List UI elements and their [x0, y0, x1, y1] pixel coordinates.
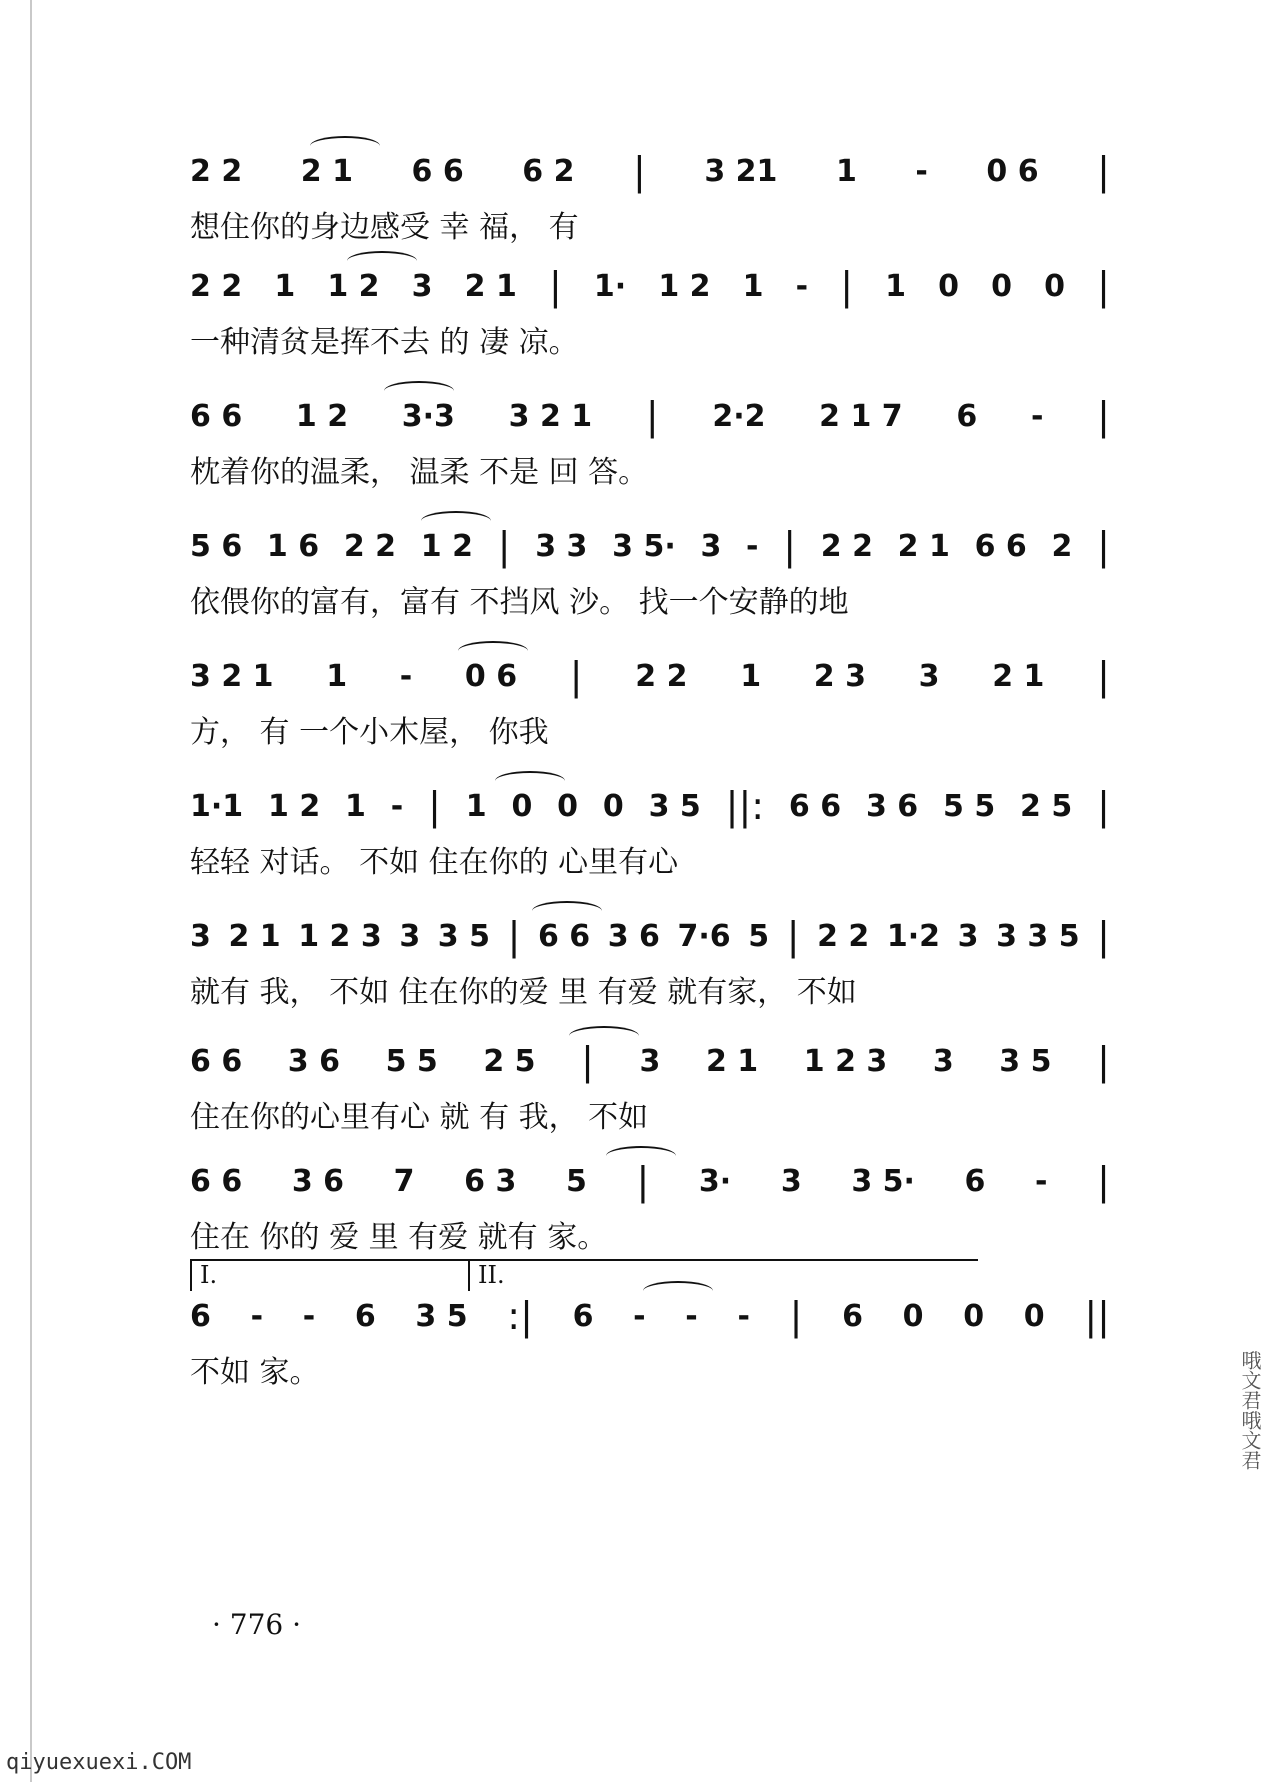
- note-group: 7·6: [677, 918, 731, 954]
- note-group: -: [795, 268, 809, 304]
- note-group: 0 6: [464, 658, 518, 694]
- lyrics-line: 不如 家。: [190, 1355, 320, 1390]
- note-group: 5 5: [385, 1043, 438, 1079]
- note-group: -: [1030, 398, 1044, 434]
- lyrics-line: 住在 你的 爱 里 有爱 就有 家。: [190, 1220, 608, 1255]
- note-group: 2 2: [190, 153, 243, 189]
- note-group: 3 5·: [612, 528, 676, 564]
- barline: |: [548, 264, 562, 308]
- slur-arc: [643, 1281, 713, 1301]
- barline: |: [636, 1159, 650, 1203]
- note-group: 3: [957, 918, 979, 954]
- note-group: 5: [565, 1163, 587, 1199]
- note-group: 3 5: [648, 788, 701, 824]
- note-group: 1·1: [190, 788, 244, 824]
- note-group: -: [915, 153, 928, 189]
- note-group: 0 6: [986, 153, 1039, 189]
- side-note: 哦文君哦文君: [1238, 1350, 1262, 1470]
- lyrics-line: 枕着你的温柔， 温柔 不是 回 答。: [190, 455, 649, 490]
- note-group: 1 6: [266, 528, 320, 564]
- note-group: 1·2: [886, 918, 941, 954]
- notation-line: [190, 785, 1110, 827]
- note-group: -: [250, 1298, 264, 1334]
- barline: |: [645, 394, 659, 438]
- note-group: 2 1 7: [819, 398, 903, 434]
- barline: |: [1097, 654, 1110, 698]
- note-group: 2 2: [343, 528, 397, 564]
- barline: |: [783, 524, 797, 568]
- lyrics-line: 就有 我， 不如 住在你的爱 里 有爱 就有家， 不如: [190, 975, 857, 1010]
- note-group: 2 1: [464, 268, 517, 304]
- note-group: 3: [399, 918, 421, 954]
- barline: |: [1097, 1159, 1110, 1203]
- note-group: 3 5: [415, 1298, 468, 1334]
- note-group: 3 5: [999, 1043, 1052, 1079]
- slur-arc: [495, 771, 565, 791]
- slur-arc: [310, 136, 380, 156]
- notation-line: [190, 1160, 1110, 1202]
- binding-line: [30, 0, 32, 1782]
- note-group: 6 6: [190, 398, 243, 434]
- note-group: 3: [932, 1043, 954, 1079]
- note-group: -: [737, 1298, 750, 1334]
- note-group: 5: [748, 918, 770, 954]
- slur-arc: [384, 381, 454, 401]
- barline: |: [507, 914, 521, 958]
- barline: |: [840, 264, 854, 308]
- note-group: 0: [938, 268, 960, 304]
- note-group: -: [685, 1298, 698, 1334]
- note-group: 3 6: [607, 918, 660, 954]
- note-group: -: [1035, 1163, 1048, 1199]
- note-group: 6: [842, 1298, 863, 1334]
- note-group: 3 3: [535, 528, 588, 564]
- note-group: 3: [918, 658, 940, 694]
- note-group: 2 1: [228, 918, 281, 954]
- notation-line: [190, 915, 1110, 957]
- note-group: 1: [465, 788, 487, 824]
- slur-arc: [421, 511, 491, 531]
- notation-line: [190, 1040, 1110, 1082]
- barline: |: [497, 524, 511, 568]
- note-group: 2 2: [635, 658, 688, 694]
- note-group: 3·: [698, 1163, 732, 1199]
- note-group: 6 6: [190, 1043, 243, 1079]
- page-number: · 776 ·: [212, 1608, 302, 1641]
- note-group: 6 6: [537, 918, 591, 954]
- note-group: 2 5: [1020, 788, 1073, 824]
- note-group: 2·2: [712, 398, 766, 434]
- lyrics-line: 住在你的心里有心 就 有 我， 不如: [190, 1100, 649, 1135]
- watermark: qiyuexuexi.COM: [6, 1750, 192, 1775]
- notation-line: [190, 265, 1110, 307]
- note-group: 0: [991, 268, 1013, 304]
- note-group: 3: [700, 528, 722, 564]
- barline: :|: [507, 1294, 533, 1338]
- lyrics-line: 方， 有 一个小木屋， 你我: [190, 715, 549, 750]
- note-group: 3 6: [865, 788, 919, 824]
- note-group: 0: [1023, 1298, 1045, 1334]
- note-group: 6: [190, 1298, 211, 1334]
- note-group: 3 5·: [851, 1163, 915, 1199]
- note-group: 0: [963, 1298, 985, 1334]
- notation-line: [190, 655, 1110, 697]
- note-group: 1 2 3: [803, 1043, 888, 1079]
- note-group: 2 1: [705, 1043, 759, 1079]
- barline: |: [1097, 914, 1110, 958]
- note-group: 3 6: [287, 1043, 340, 1079]
- second-ending: II.: [468, 1259, 978, 1291]
- note-group: 6 3: [464, 1163, 517, 1199]
- slur-arc: [458, 641, 528, 661]
- note-group: 6 6: [411, 153, 464, 189]
- note-group: 5 5: [943, 788, 996, 824]
- note-group: 1: [326, 658, 348, 694]
- note-group: 0: [1044, 268, 1066, 304]
- note-group: 1 2: [327, 268, 380, 304]
- barline: |: [1097, 784, 1110, 828]
- note-group: 3 5: [437, 918, 490, 954]
- barline: |: [1097, 524, 1110, 568]
- note-group: 6 6: [190, 1163, 243, 1199]
- first-ending: I.: [190, 1259, 470, 1291]
- barline: ||:: [725, 784, 765, 828]
- note-group: -: [399, 658, 413, 694]
- slur-arc: [347, 251, 417, 271]
- note-group: 1: [835, 153, 857, 189]
- note-group: 6: [964, 1163, 986, 1199]
- note-group: 2 3: [813, 658, 866, 694]
- note-group: -: [746, 528, 759, 564]
- lyrics-line: 轻轻 对话。 不如 住在你的 心里有心: [190, 845, 679, 880]
- note-group: 1: [740, 658, 762, 694]
- note-group: 3 21: [704, 153, 778, 189]
- barline: |: [1097, 1039, 1110, 1083]
- note-group: -: [633, 1298, 646, 1334]
- slur-arc: [569, 1026, 639, 1046]
- note-group: 1 2: [295, 398, 349, 434]
- note-group: 1·: [593, 268, 627, 304]
- note-group: 3 6: [291, 1163, 345, 1199]
- note-group: 3·3: [401, 398, 455, 434]
- note-group: 1: [274, 268, 296, 304]
- lyrics-line: 依偎你的富有，富有 不挡风 沙。 找一个安静的地: [190, 585, 849, 620]
- note-group: 6 6: [788, 788, 842, 824]
- note-group: 5 6: [190, 528, 243, 564]
- note-group: 3: [780, 1163, 802, 1199]
- note-group: 6: [572, 1298, 594, 1334]
- note-group: 0: [511, 788, 533, 824]
- note-group: 0: [557, 788, 579, 824]
- note-group: 1 2: [658, 268, 711, 304]
- note-group: -: [390, 788, 404, 824]
- note-group: -: [302, 1298, 316, 1334]
- note-group: 2: [1051, 528, 1073, 564]
- barline: |: [633, 149, 646, 193]
- lyrics-line: 想住你的身边感受 幸 福， 有: [190, 210, 579, 245]
- barline: |: [1097, 149, 1110, 193]
- barline: |: [1097, 394, 1110, 438]
- note-group: 7: [393, 1163, 415, 1199]
- note-group: 1: [742, 268, 764, 304]
- note-group: 3 2 1: [508, 398, 593, 434]
- note-group: 1 2: [268, 788, 321, 824]
- note-group: 1: [345, 788, 366, 824]
- note-group: 6: [354, 1298, 376, 1334]
- note-group: 2 2: [817, 918, 870, 954]
- barline: |: [569, 654, 583, 698]
- note-group: 2 2: [820, 528, 873, 564]
- note-group: 2 5: [483, 1043, 536, 1079]
- barline: |: [1097, 264, 1110, 308]
- barline: ||: [1084, 1294, 1110, 1338]
- note-group: 6 2: [522, 153, 575, 189]
- lyrics-line: 一种清贫是挥不去 的 凄 凉。: [190, 325, 579, 360]
- note-group: 3 2 1: [190, 658, 274, 694]
- note-group: 2 1: [992, 658, 1045, 694]
- note-group: 0: [602, 788, 624, 824]
- notation-line: [190, 395, 1110, 437]
- note-group: 6: [956, 398, 978, 434]
- note-group: 3: [411, 268, 433, 304]
- note-group: 1 2 3: [298, 918, 382, 954]
- note-group: 0: [902, 1298, 924, 1334]
- note-group: 6 6: [974, 528, 1027, 564]
- note-group: 1: [885, 268, 907, 304]
- barline: |: [428, 784, 441, 828]
- note-group: 3: [190, 918, 211, 954]
- barline: |: [581, 1039, 594, 1083]
- note-group: 3: [639, 1043, 661, 1079]
- notation-line: [190, 150, 1110, 192]
- note-group: 2 2: [190, 268, 243, 304]
- slur-arc: [606, 1146, 676, 1166]
- note-group: 2 1: [300, 153, 353, 189]
- barline: |: [789, 1294, 803, 1338]
- barline: |: [786, 914, 800, 958]
- notation-line: [190, 525, 1110, 567]
- note-group: 1 2: [420, 528, 473, 564]
- note-group: 3 3 5: [996, 918, 1080, 954]
- notation-line: [190, 1295, 1110, 1337]
- slur-arc: [532, 901, 602, 921]
- note-group: 2 1: [897, 528, 950, 564]
